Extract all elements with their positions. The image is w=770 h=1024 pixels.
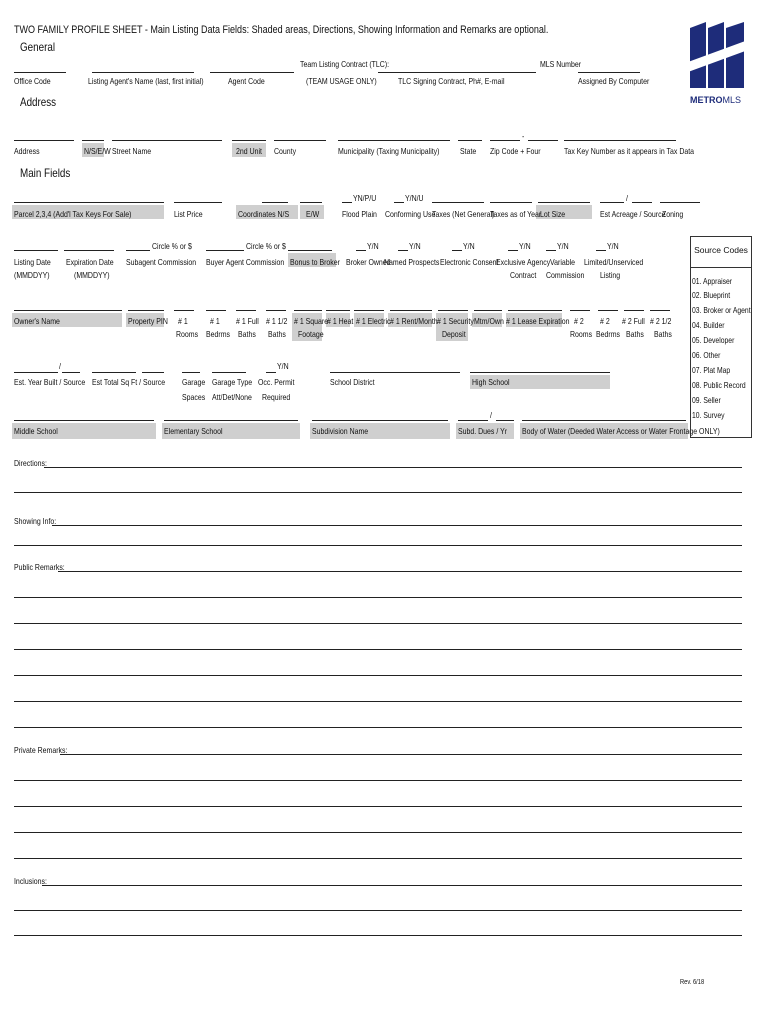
source-code-item: 07. Plat Map xyxy=(692,365,731,375)
address-label: Address xyxy=(14,146,40,156)
exclusive-agency-label-2: Contract xyxy=(510,270,537,280)
acreage-slash: / xyxy=(626,193,628,203)
revision-label: Rev. 6/18 xyxy=(680,979,705,986)
private-remarks-line[interactable] xyxy=(14,858,742,859)
unit2-rooms-label-2: Rooms xyxy=(570,329,593,339)
public-remarks-line[interactable] xyxy=(14,675,742,676)
inclusions-line[interactable] xyxy=(14,935,742,936)
unit2-full-baths-label: # 2 Full xyxy=(622,316,645,326)
unit1-heat-label: # 1 Heat xyxy=(327,316,354,326)
limited-yn: Y/N xyxy=(607,241,619,251)
logo-brand-light: MLS xyxy=(722,95,742,105)
showing-info-label: Showing Info: xyxy=(14,516,57,526)
acreage-label: Est Acreage / Source xyxy=(600,209,666,219)
unit1-security-label-2: Deposit xyxy=(442,329,466,339)
public-remarks-field[interactable] xyxy=(58,571,742,572)
broker-owned-yn: Y/N xyxy=(367,241,379,251)
taxes-label: Taxes (Net General) xyxy=(432,209,495,219)
unit1-half-baths-label: # 1 1/2 xyxy=(266,316,288,326)
office-code-label: Office Code xyxy=(14,76,51,86)
inclusions-label: Inclusions: xyxy=(14,876,47,886)
property-pin-label: Property PIN xyxy=(128,316,168,326)
bonus-label: Bonus to Broker xyxy=(290,257,340,267)
exclusive-agency-yn: Y/N xyxy=(519,241,531,251)
list-price-label: List Price xyxy=(174,209,203,219)
directions-label: Directions: xyxy=(14,458,47,468)
source-code-item: 06. Other xyxy=(692,350,721,360)
conforming-use-label: Conforming Use xyxy=(385,209,436,219)
unit2-bedrooms-label: # 2 xyxy=(600,316,610,326)
unit1-half-baths-label-2: Baths xyxy=(268,329,286,339)
variable-label: Variable xyxy=(550,257,576,267)
garage-type-label: Garage Type xyxy=(212,377,253,387)
private-remarks-field[interactable] xyxy=(60,754,742,755)
occ-permit-yn: Y/N xyxy=(277,361,289,371)
unit2-half-baths-label-2: Baths xyxy=(654,329,672,339)
unit1-sqft-label-2: Footage xyxy=(298,329,324,339)
lease-expiration-label: # 1 Lease Expiration xyxy=(506,316,570,326)
private-remarks-label: Private Remarks: xyxy=(14,745,68,755)
circle-label-1: Circle % or $ xyxy=(152,241,192,251)
public-remarks-line[interactable] xyxy=(14,623,742,624)
form-title: TWO FAMILY PROFILE SHEET - Main Listing Data Fields: Shaded areas, Directions, Showing Information and Remarks are optional. xyxy=(14,24,549,36)
source-code-item: 08. Public Record xyxy=(692,380,746,390)
named-prospects-yn: Y/N xyxy=(409,241,421,251)
unit2-rooms-label: # 2 xyxy=(574,316,584,326)
team-contract-label: Team Listing Contract (TLC): xyxy=(300,59,390,69)
unit1-electric-label: # 1 Electric xyxy=(356,316,391,326)
unit1-rooms-label-2: Rooms xyxy=(176,329,199,339)
private-remarks-line[interactable] xyxy=(14,832,742,833)
limited-label-2: Listing xyxy=(600,270,621,280)
source-code-item: 02. Blueprint xyxy=(692,290,731,300)
ynpu-label: YN/P/U xyxy=(353,193,377,203)
second-unit-label: 2nd Unit xyxy=(236,146,262,156)
source-code-item: 10. Survey xyxy=(692,410,725,420)
elementary-school-label: Elementary School xyxy=(164,426,223,436)
source-code-item: 01. Appraiser xyxy=(692,276,733,286)
garage-spaces-label: Garage xyxy=(182,377,206,387)
buyer-agent-label: Buyer Agent Commission xyxy=(206,257,285,267)
unit2-half-baths-label: # 2 1/2 xyxy=(650,316,672,326)
ynu-label: Y/N/U xyxy=(405,193,424,203)
nsew-label: N/S/E/W xyxy=(84,146,111,156)
subdivision-label: Subdivision Name xyxy=(312,426,369,436)
variable-label-2: Commission xyxy=(546,270,585,280)
agent-code-label: Agent Code xyxy=(228,76,265,86)
body-of-water-label: Body of Water (Deeded Water Access or Water Frontage ONLY) xyxy=(522,426,720,436)
school-district-label: School District xyxy=(330,377,375,387)
section-main-fields: Main Fields xyxy=(20,166,71,180)
listing-date-label: Listing Date xyxy=(14,257,51,267)
municipality-label: Municipality (Taxing Municipality) xyxy=(338,146,440,156)
ew-label: E/W xyxy=(306,209,320,219)
directions-line[interactable] xyxy=(14,492,742,493)
subagent-label: Subagent Commission xyxy=(126,257,197,267)
year-built-slash: / xyxy=(59,361,61,371)
unit1-security-label: # 1 Security xyxy=(437,316,474,326)
source-code-item: 05. Developer xyxy=(692,335,735,345)
metro-mls-logo xyxy=(688,20,748,105)
unit1-rent-label: # 1 Rent/Month xyxy=(390,316,438,326)
zip-label: Zip Code + Four xyxy=(490,146,541,156)
circle-label-2: Circle % or $ xyxy=(246,241,286,251)
showing-info-line[interactable] xyxy=(14,545,742,546)
lot-size-label: Lot Size xyxy=(540,209,566,219)
public-remarks-line[interactable] xyxy=(14,701,742,702)
garage-spaces-label-2: Spaces xyxy=(182,392,206,402)
unit1-full-baths-label-2: Baths xyxy=(238,329,256,339)
zip-dash: - xyxy=(522,131,525,141)
unit2-bedrooms-label-2: Bedrms xyxy=(596,329,621,339)
public-remarks-line[interactable] xyxy=(14,727,742,728)
listing-date-format: (MMDDYY) xyxy=(14,270,50,280)
inclusions-field[interactable] xyxy=(42,885,742,886)
private-remarks-line[interactable] xyxy=(14,806,742,807)
section-address: Address xyxy=(20,95,57,109)
unit1-bedrooms-label-2: Bedrms xyxy=(206,329,231,339)
directions-field[interactable] xyxy=(44,467,742,468)
taxes-year-label: Taxes as of Year xyxy=(490,209,542,219)
subd-dues-label: Subd. Dues / Yr xyxy=(458,426,508,436)
occ-permit-label: Occ. Permit xyxy=(258,377,295,387)
owners-name-label: Owner's Name xyxy=(14,316,60,326)
limited-label: Limited/Unserviced xyxy=(584,257,644,267)
electronic-consent-yn: Y/N xyxy=(463,241,475,251)
private-remarks-line[interactable] xyxy=(14,780,742,781)
unit1-rooms-label: # 1 xyxy=(178,316,188,326)
unit2-full-baths-label-2: Baths xyxy=(626,329,644,339)
source-code-item: 03. Broker or Agent xyxy=(692,305,751,315)
source-code-item: 09. Seller xyxy=(692,395,721,405)
source-code-item: 04. Builder xyxy=(692,320,725,330)
named-prospects-label: Named Prospects xyxy=(384,257,440,267)
logo-mark-icon xyxy=(688,20,748,90)
county-label: County xyxy=(274,146,297,156)
variable-yn: Y/N xyxy=(557,241,569,251)
section-general: General xyxy=(20,40,56,54)
total-sqft-label: Est Total Sq Ft / Source xyxy=(92,377,166,387)
showing-info-field[interactable] xyxy=(52,525,742,526)
expiration-date-label: Expiration Date xyxy=(66,257,114,267)
exclusive-agency-label: Exclusive Agency xyxy=(496,257,551,267)
listing-agent-label: Listing Agent's Name (last, first initial) xyxy=(88,76,204,86)
zoning-label: Zoning xyxy=(662,209,684,219)
logo-brand-bold: METRO xyxy=(690,95,723,105)
year-built-label: Est. Year Built / Source xyxy=(14,377,86,387)
electronic-consent-label: Electronic Consent xyxy=(440,257,499,267)
street-name-label: Street Name xyxy=(112,146,152,156)
public-remarks-line[interactable] xyxy=(14,597,742,598)
public-remarks-line[interactable] xyxy=(14,649,742,650)
occ-permit-label-2: Required xyxy=(262,392,291,402)
coordinates-label: Coordinates N/S xyxy=(238,209,290,219)
inclusions-line[interactable] xyxy=(14,910,742,911)
source-codes-title: Source Codes xyxy=(694,245,748,255)
mls-number-label: MLS Number xyxy=(540,59,582,69)
garage-type-label-2: Att/Det/None xyxy=(212,392,252,402)
flood-plain-label: Flood Plain xyxy=(342,209,377,219)
expiration-date-format: (MMDDYY) xyxy=(74,270,110,280)
assigned-label: Assigned By Computer xyxy=(578,76,650,86)
middle-school-label: Middle School xyxy=(14,426,58,436)
unit1-bedrooms-label: # 1 xyxy=(210,316,220,326)
unit1-full-baths-label: # 1 Full xyxy=(236,316,259,326)
mtm-own-label: Mtm/Own xyxy=(474,316,504,326)
unit1-sqft-label: # 1 Square xyxy=(294,316,329,326)
state-label: State xyxy=(460,146,477,156)
subd-dues-slash: / xyxy=(490,410,492,420)
high-school-label: High School xyxy=(472,377,510,387)
tax-key-label: Tax Key Number as it appears in Tax Data xyxy=(564,146,695,156)
parcel-label: Parcel 2,3,4 (Add'l Tax Keys For Sale) xyxy=(14,209,132,219)
tlc-signing-label: TLC Signing Contract, Ph#, E-mail xyxy=(398,76,505,86)
broker-owned-label: Broker Owned xyxy=(346,257,391,267)
team-usage-label: (TEAM USAGE ONLY) xyxy=(306,76,377,86)
public-remarks-label: Public Remarks: xyxy=(14,562,65,572)
